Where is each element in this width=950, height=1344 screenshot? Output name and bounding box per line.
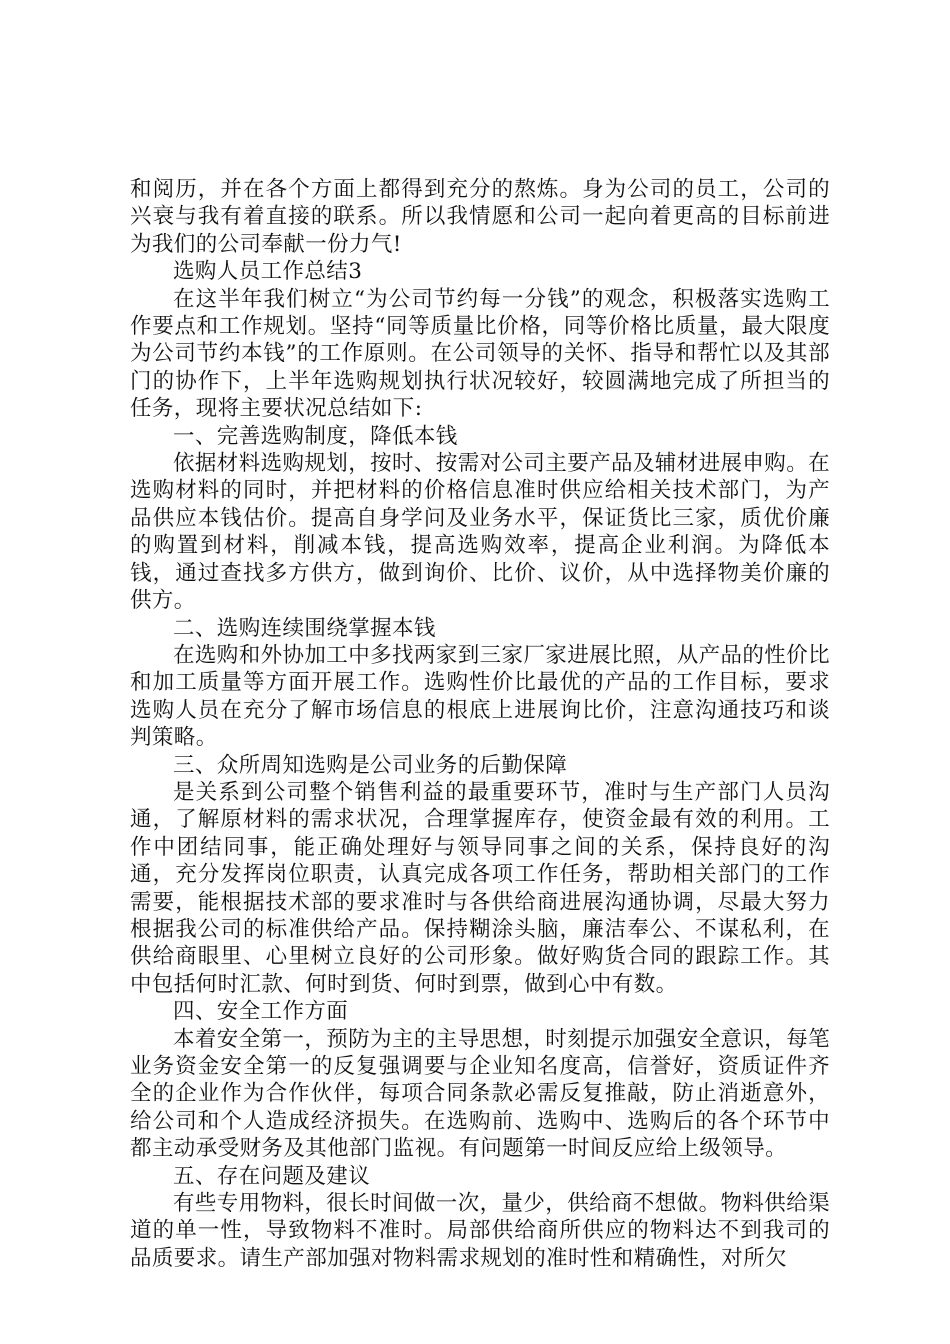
section-heading-2: 二、选购连续围绕掌握本钱	[173, 615, 436, 641]
section-heading-4: 四、安全工作方面	[173, 999, 349, 1025]
section-heading-1: 一、完善选购制度，降低本钱	[173, 423, 458, 449]
body-paragraph: 依据材料选购规划，按时、按需对公司主要产品及辅材进展申购。在选购材料的同时，并把材料的价格信息准时供应给相关技术部门，为产品供应本钱估价。提高自身学问及业务水平，保证货比三家，质优价廉的购置到材料，削减本钱，提高选购效率，提高企业利润。为降低本钱，通过查找多方供方，做到询价、比价、议价，从中选择物美价廉的供方。	[130, 451, 831, 614]
body-paragraph: 和阅历，并在各个方面上都得到充分的熬炼。身为公司的员工，公司的兴衰与我有着直接的联系。所以我情愿和公司一起向着更高的目标前进为我们的公司奉献一份力气!	[130, 177, 830, 257]
body-paragraph: 本着安全第一，预防为主的主导思想，时刻提示加强安全意识，每笔业务资金安全第一的反复强调要与企业知名度高，信誉好，资质证件齐全的企业作为合作伙伴，每项合同条款必需反复推敲，防止消逝意外，给公司和个人造成经济损失。在选购前、选购中、选购后的各个环节中都主动承受财务及其他部门监视。有问题第一时间反应给上级领导。	[130, 1026, 831, 1162]
document-page	[130, 176, 830, 1272]
body-paragraph: 有些专用物料，很长时间做一次，量少，供给商不想做。物料供给渠道的单一性，导致物料不准时。局部供给商所供应的物料达不到我司的品质要求。请生产部加强对物料需求规划的准时性和精确性，对所欠	[130, 1191, 831, 1271]
section-heading-5: 五、存在问题及建议	[173, 1163, 371, 1189]
body-paragraph: 是关系到公司整个销售利益的最重要环节，准时与生产部门人员沟通，了解原材料的需求状况，合理掌握库存，使资金最有效的利用。工作中团结同事，能正确处理好与领导同事之间的关系，保持良好的沟通，充分发挥岗位职责，认真完成各项工作任务，帮助相关部门的工作需要，能根据技术部的要求准时与各供给商进展沟通协调，尽最大努力根据我公司的标准供给产品。保持糊涂头脑，廉洁奉公、不谋私利，在供给商眼里、心里树立良好的公司形象。做好购货合同的跟踪工作。其中包括何时汇款、何时到货、何时到票，做到心中有数。	[130, 779, 830, 997]
section-title: 选购人员工作总结3	[173, 259, 363, 285]
body-paragraph: 在这半年我们树立“为公司节约每一分钱”的观念，积极落实选购工作要点和工作规划。坚持“同等质量比价格，同等价格比质量，最大限度为公司节约本钱”的工作原则。在公司领导的关怀、指导和帮忙以及其部门的协作下，上半年选购规划执行状况较好，较圆满地完成了所担当的任务，现将主要状况总结如下:	[130, 286, 830, 422]
body-paragraph: 在选购和外协加工中多找两家到三家厂家进展比照，从产品的性价比和加工质量等方面开展工作。选购性价比最优的产品的工作目标，要求选购人员在充分了解市场信息的根底上进展询比价，注意沟通技巧和谈判策略。	[130, 642, 831, 751]
section-heading-3: 三、众所周知选购是公司业务的后勤保障	[173, 752, 568, 778]
